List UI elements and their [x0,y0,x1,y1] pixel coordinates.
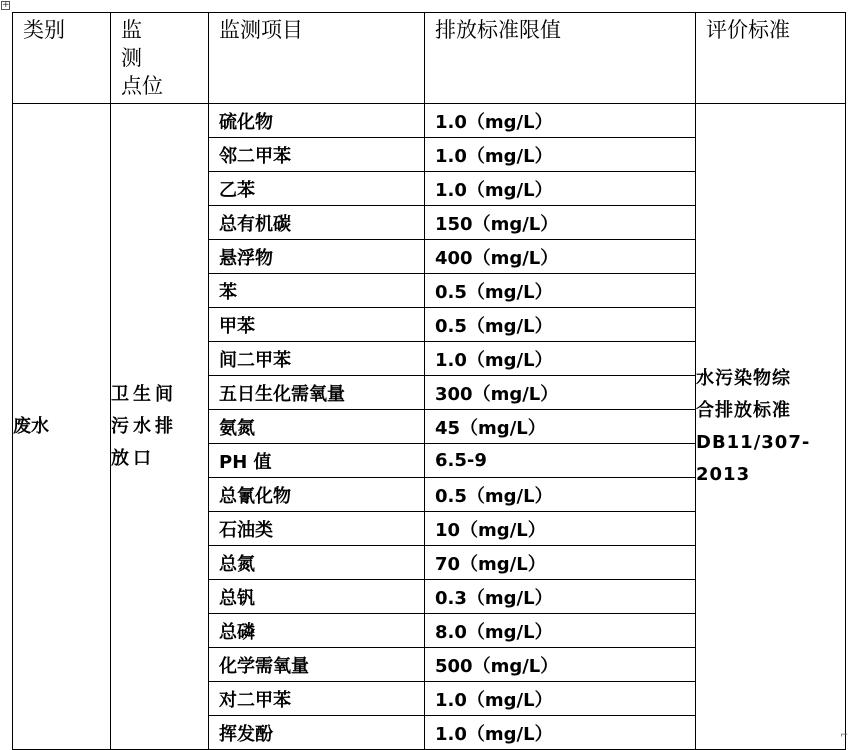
table-header-row [13,13,846,104]
limit-value-cell: 1.0（mg/L） [425,104,696,138]
limit-value-cell: 8.0（mg/L） [425,614,696,648]
header-standard: 评价标准 [696,13,846,104]
header-point-line-2: 点位 [121,74,163,98]
limit-value-cell: 1.0（mg/L） [425,682,696,716]
monitoring-item-cell: 硫化物 [209,104,425,138]
monitoring-item-cell: 乙苯 [209,172,425,206]
header-point-line-1: 监 测 [121,18,162,70]
monitoring-point-line: 污水排 [111,415,177,437]
limit-value-cell: 1.0（mg/L） [425,716,696,750]
limit-value-cell: 70（mg/L） [425,546,696,580]
limit-value-cell: 1.0（mg/L） [425,172,696,206]
header-monitoring-item: 监测项目 [209,13,425,104]
table-move-handle[interactable]: + [2,0,10,10]
limit-value-cell: 0.3（mg/L） [425,580,696,614]
limit-value-cell: 0.5（mg/L） [425,274,696,308]
monitoring-item-cell: 间二甲苯 [209,342,425,376]
limit-value-cell: 0.5（mg/L） [425,478,696,512]
category-cell: 废水 [13,104,111,750]
evaluation-standard-line: 水污染物综 [696,367,791,389]
header-limit: 排放标准限值 [425,13,696,104]
limit-value-cell: 150（mg/L） [425,206,696,240]
monitoring-item-cell: 总磷 [209,614,425,648]
limit-value-cell: 6.5-9 [425,444,696,478]
monitoring-item-cell: 悬浮物 [209,240,425,274]
limit-value-cell: 500（mg/L） [425,648,696,682]
limit-value-cell: 1.0（mg/L） [425,342,696,376]
evaluation-standard-cell [696,104,849,750]
monitoring-item-cell: 对二甲苯 [209,682,425,716]
monitoring-item-cell: 化学需氧量 [209,648,425,682]
monitoring-item-cell: 五日生化需氧量 [209,376,425,410]
monitoring-item-cell: 总有机碳 [209,206,425,240]
monitoring-standards-table [12,12,849,750]
evaluation-standard-line: 合排放标准 [696,399,791,421]
limit-value-cell: 400（mg/L） [425,240,696,274]
monitoring-item-cell: 苯 [209,274,425,308]
header-monitoring-point [111,13,209,104]
limit-value-cell: 10（mg/L） [425,512,696,546]
monitoring-item-cell: 氨氮 [209,410,425,444]
monitoring-item-cell: PH 值 [209,444,425,478]
monitoring-point-line: 放口 [111,447,155,469]
evaluation-standard-line: DB11/307- [696,431,811,453]
limit-value-cell: 45（mg/L） [425,410,696,444]
limit-value-cell: 300（mg/L） [425,376,696,410]
table-row [13,104,846,138]
monitoring-item-cell: 挥发酚 [209,716,425,750]
header-category: 类别 [13,13,111,104]
monitoring-item-cell: 总氰化物 [209,478,425,512]
evaluation-standard-line: 2013 [696,463,751,485]
monitoring-item-cell: 石油类 [209,512,425,546]
monitoring-item-cell: 甲苯 [209,308,425,342]
limit-value-cell: 1.0（mg/L） [425,138,696,172]
monitoring-item-cell: 总钒 [209,580,425,614]
monitoring-item-cell: 邻二甲苯 [209,138,425,172]
monitoring-point-cell [111,104,209,750]
monitoring-point-line: 卫生间 [111,383,177,405]
limit-value-cell: 0.5（mg/L） [425,308,696,342]
monitoring-item-cell: 总氮 [209,546,425,580]
end-of-cell-mark: ⌐ [840,730,849,741]
